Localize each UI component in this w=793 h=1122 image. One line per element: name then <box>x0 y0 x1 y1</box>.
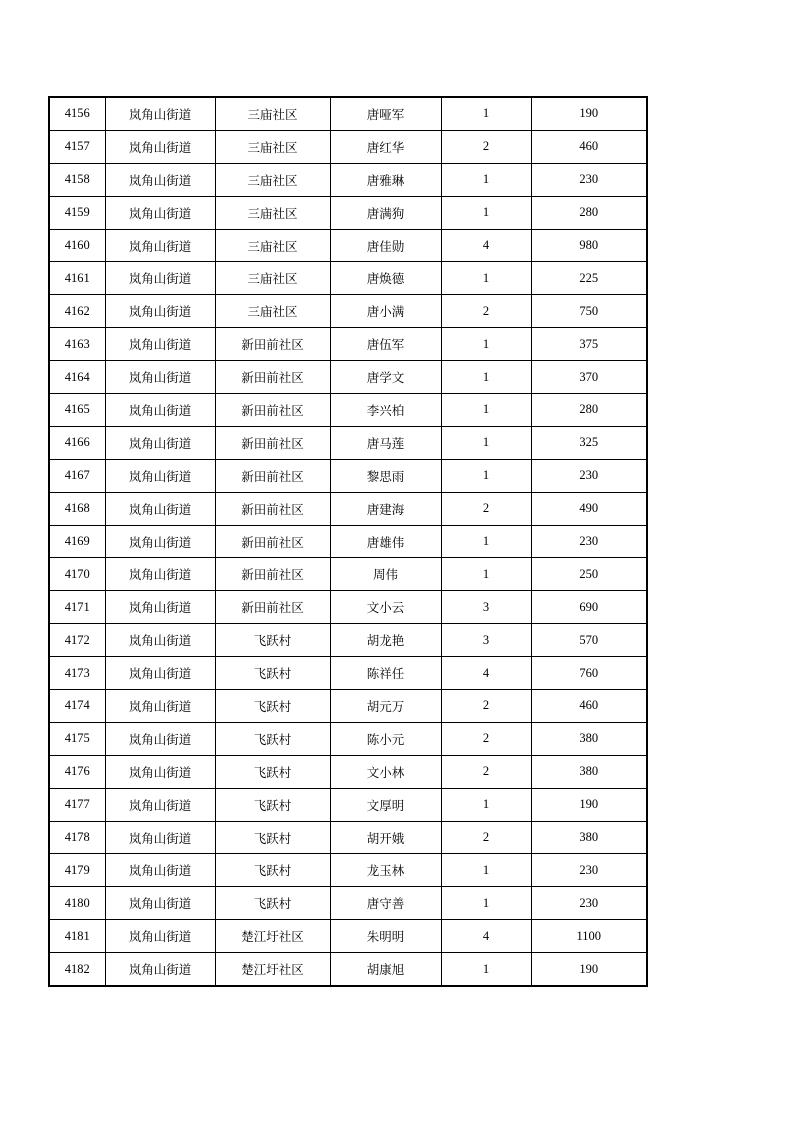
count-cell: 4 <box>441 229 531 262</box>
table-row <box>49 163 647 196</box>
amount-cell: 370 <box>531 361 647 394</box>
community-cell: 楚江圩社区 <box>215 953 330 986</box>
community-cell: 飞跃村 <box>215 821 330 854</box>
street-cell: 岚角山街道 <box>105 657 215 690</box>
count-cell: 1 <box>441 788 531 821</box>
serial-cell: 4166 <box>49 426 105 459</box>
serial-cell: 4173 <box>49 657 105 690</box>
serial-cell: 4172 <box>49 624 105 657</box>
table-row <box>49 426 647 459</box>
table-row <box>49 196 647 229</box>
amount-cell: 325 <box>531 426 647 459</box>
count-cell: 1 <box>441 361 531 394</box>
serial-cell: 4162 <box>49 295 105 328</box>
street-cell: 岚角山街道 <box>105 854 215 887</box>
community-cell: 三庙社区 <box>215 196 330 229</box>
person-name-cell: 周伟 <box>330 558 441 591</box>
count-cell: 1 <box>441 887 531 920</box>
person-name-cell: 唐学文 <box>330 361 441 394</box>
person-name-cell: 唐雄伟 <box>330 525 441 558</box>
amount-cell: 230 <box>531 525 647 558</box>
table-row <box>49 624 647 657</box>
serial-cell: 4163 <box>49 328 105 361</box>
community-cell: 三庙社区 <box>215 229 330 262</box>
amount-cell: 280 <box>531 394 647 427</box>
table-row <box>49 262 647 295</box>
table-row <box>49 887 647 920</box>
table-row <box>49 821 647 854</box>
community-cell: 三庙社区 <box>215 262 330 295</box>
table-row <box>49 229 647 262</box>
amount-cell: 250 <box>531 558 647 591</box>
count-cell: 2 <box>441 722 531 755</box>
street-cell: 岚角山街道 <box>105 97 215 130</box>
amount-cell: 690 <box>531 591 647 624</box>
community-cell: 飞跃村 <box>215 722 330 755</box>
person-name-cell: 胡元万 <box>330 690 441 723</box>
amount-cell: 460 <box>531 690 647 723</box>
serial-cell: 4178 <box>49 821 105 854</box>
community-cell: 楚江圩社区 <box>215 920 330 953</box>
community-cell: 飞跃村 <box>215 690 330 723</box>
person-name-cell: 龙玉林 <box>330 854 441 887</box>
street-cell: 岚角山街道 <box>105 196 215 229</box>
count-cell: 4 <box>441 657 531 690</box>
person-name-cell: 胡开娥 <box>330 821 441 854</box>
amount-cell: 190 <box>531 788 647 821</box>
serial-cell: 4161 <box>49 262 105 295</box>
person-name-cell: 唐建海 <box>330 492 441 525</box>
count-cell: 2 <box>441 492 531 525</box>
person-name-cell: 文厚明 <box>330 788 441 821</box>
community-cell: 新田前社区 <box>215 426 330 459</box>
person-name-cell: 唐红华 <box>330 130 441 163</box>
serial-cell: 4170 <box>49 558 105 591</box>
community-cell: 新田前社区 <box>215 394 330 427</box>
serial-cell: 4180 <box>49 887 105 920</box>
serial-cell: 4182 <box>49 953 105 986</box>
amount-cell: 570 <box>531 624 647 657</box>
person-name-cell: 黎思雨 <box>330 459 441 492</box>
street-cell: 岚角山街道 <box>105 953 215 986</box>
person-name-cell: 唐雅琳 <box>330 163 441 196</box>
street-cell: 岚角山街道 <box>105 130 215 163</box>
street-cell: 岚角山街道 <box>105 492 215 525</box>
street-cell: 岚角山街道 <box>105 426 215 459</box>
count-cell: 2 <box>441 690 531 723</box>
table-row <box>49 97 647 130</box>
serial-cell: 4169 <box>49 525 105 558</box>
count-cell: 1 <box>441 97 531 130</box>
table-row <box>49 492 647 525</box>
count-cell: 1 <box>441 328 531 361</box>
community-cell: 新田前社区 <box>215 591 330 624</box>
street-cell: 岚角山街道 <box>105 920 215 953</box>
serial-cell: 4160 <box>49 229 105 262</box>
serial-cell: 4157 <box>49 130 105 163</box>
table-row <box>49 558 647 591</box>
street-cell: 岚角山街道 <box>105 229 215 262</box>
serial-cell: 4179 <box>49 854 105 887</box>
amount-cell: 460 <box>531 130 647 163</box>
amount-cell: 1100 <box>531 920 647 953</box>
community-cell: 新田前社区 <box>215 328 330 361</box>
table-body <box>49 97 647 986</box>
street-cell: 岚角山街道 <box>105 558 215 591</box>
table-row <box>49 361 647 394</box>
community-cell: 三庙社区 <box>215 295 330 328</box>
amount-cell: 190 <box>531 953 647 986</box>
serial-cell: 4158 <box>49 163 105 196</box>
serial-cell: 4156 <box>49 97 105 130</box>
serial-cell: 4174 <box>49 690 105 723</box>
count-cell: 2 <box>441 295 531 328</box>
count-cell: 2 <box>441 130 531 163</box>
person-name-cell: 唐小满 <box>330 295 441 328</box>
amount-cell: 280 <box>531 196 647 229</box>
amount-cell: 190 <box>531 97 647 130</box>
person-name-cell: 文小林 <box>330 755 441 788</box>
serial-cell: 4164 <box>49 361 105 394</box>
street-cell: 岚角山街道 <box>105 361 215 394</box>
person-name-cell: 唐守善 <box>330 887 441 920</box>
street-cell: 岚角山街道 <box>105 722 215 755</box>
amount-cell: 380 <box>531 821 647 854</box>
serial-cell: 4175 <box>49 722 105 755</box>
amount-cell: 230 <box>531 854 647 887</box>
count-cell: 2 <box>441 821 531 854</box>
person-name-cell: 唐佳勋 <box>330 229 441 262</box>
community-cell: 飞跃村 <box>215 854 330 887</box>
serial-cell: 4176 <box>49 755 105 788</box>
table-row <box>49 394 647 427</box>
amount-cell: 375 <box>531 328 647 361</box>
street-cell: 岚角山街道 <box>105 690 215 723</box>
table-row <box>49 953 647 986</box>
street-cell: 岚角山街道 <box>105 262 215 295</box>
community-cell: 新田前社区 <box>215 492 330 525</box>
amount-cell: 380 <box>531 722 647 755</box>
serial-cell: 4165 <box>49 394 105 427</box>
table-row <box>49 591 647 624</box>
amount-cell: 230 <box>531 887 647 920</box>
count-cell: 1 <box>441 196 531 229</box>
count-cell: 4 <box>441 920 531 953</box>
street-cell: 岚角山街道 <box>105 624 215 657</box>
count-cell: 1 <box>441 459 531 492</box>
community-cell: 新田前社区 <box>215 525 330 558</box>
amount-cell: 230 <box>531 163 647 196</box>
count-cell: 3 <box>441 624 531 657</box>
serial-cell: 4181 <box>49 920 105 953</box>
community-cell: 新田前社区 <box>215 361 330 394</box>
street-cell: 岚角山街道 <box>105 788 215 821</box>
street-cell: 岚角山街道 <box>105 591 215 624</box>
person-name-cell: 唐伍军 <box>330 328 441 361</box>
table-row <box>49 525 647 558</box>
street-cell: 岚角山街道 <box>105 887 215 920</box>
street-cell: 岚角山街道 <box>105 295 215 328</box>
count-cell: 1 <box>441 163 531 196</box>
community-cell: 飞跃村 <box>215 887 330 920</box>
count-cell: 1 <box>441 558 531 591</box>
street-cell: 岚角山街道 <box>105 755 215 788</box>
amount-cell: 980 <box>531 229 647 262</box>
community-cell: 三庙社区 <box>215 97 330 130</box>
street-cell: 岚角山街道 <box>105 328 215 361</box>
person-name-cell: 唐焕德 <box>330 262 441 295</box>
person-name-cell: 唐哑军 <box>330 97 441 130</box>
community-cell: 飞跃村 <box>215 788 330 821</box>
count-cell: 1 <box>441 953 531 986</box>
table-row <box>49 130 647 163</box>
serial-cell: 4177 <box>49 788 105 821</box>
person-name-cell: 陈小元 <box>330 722 441 755</box>
table-row <box>49 722 647 755</box>
person-name-cell: 胡龙艳 <box>330 624 441 657</box>
person-name-cell: 陈祥任 <box>330 657 441 690</box>
person-name-cell: 唐满狗 <box>330 196 441 229</box>
person-name-cell: 唐马莲 <box>330 426 441 459</box>
person-name-cell: 李兴柏 <box>330 394 441 427</box>
serial-cell: 4168 <box>49 492 105 525</box>
amount-cell: 760 <box>531 657 647 690</box>
amount-cell: 225 <box>531 262 647 295</box>
street-cell: 岚角山街道 <box>105 394 215 427</box>
count-cell: 1 <box>441 525 531 558</box>
community-cell: 飞跃村 <box>215 657 330 690</box>
table-row <box>49 854 647 887</box>
street-cell: 岚角山街道 <box>105 459 215 492</box>
community-cell: 三庙社区 <box>215 163 330 196</box>
community-cell: 飞跃村 <box>215 624 330 657</box>
table-row <box>49 459 647 492</box>
person-name-cell: 文小云 <box>330 591 441 624</box>
table-row <box>49 657 647 690</box>
amount-cell: 380 <box>531 755 647 788</box>
serial-cell: 4171 <box>49 591 105 624</box>
street-cell: 岚角山街道 <box>105 821 215 854</box>
table-row <box>49 920 647 953</box>
amount-cell: 230 <box>531 459 647 492</box>
table-row <box>49 328 647 361</box>
community-cell: 飞跃村 <box>215 755 330 788</box>
table-row <box>49 788 647 821</box>
community-cell: 新田前社区 <box>215 558 330 591</box>
count-cell: 1 <box>441 426 531 459</box>
person-name-cell: 朱明明 <box>330 920 441 953</box>
table-row <box>49 295 647 328</box>
count-cell: 3 <box>441 591 531 624</box>
serial-cell: 4159 <box>49 196 105 229</box>
person-name-cell: 胡康旭 <box>330 953 441 986</box>
count-cell: 1 <box>441 262 531 295</box>
amount-cell: 490 <box>531 492 647 525</box>
community-cell: 三庙社区 <box>215 130 330 163</box>
table-row <box>49 690 647 723</box>
count-cell: 1 <box>441 854 531 887</box>
count-cell: 1 <box>441 394 531 427</box>
count-cell: 2 <box>441 755 531 788</box>
amount-cell: 750 <box>531 295 647 328</box>
community-cell: 新田前社区 <box>215 459 330 492</box>
street-cell: 岚角山街道 <box>105 163 215 196</box>
table-row <box>49 755 647 788</box>
serial-cell: 4167 <box>49 459 105 492</box>
street-cell: 岚角山街道 <box>105 525 215 558</box>
subsidy-table <box>48 96 648 987</box>
